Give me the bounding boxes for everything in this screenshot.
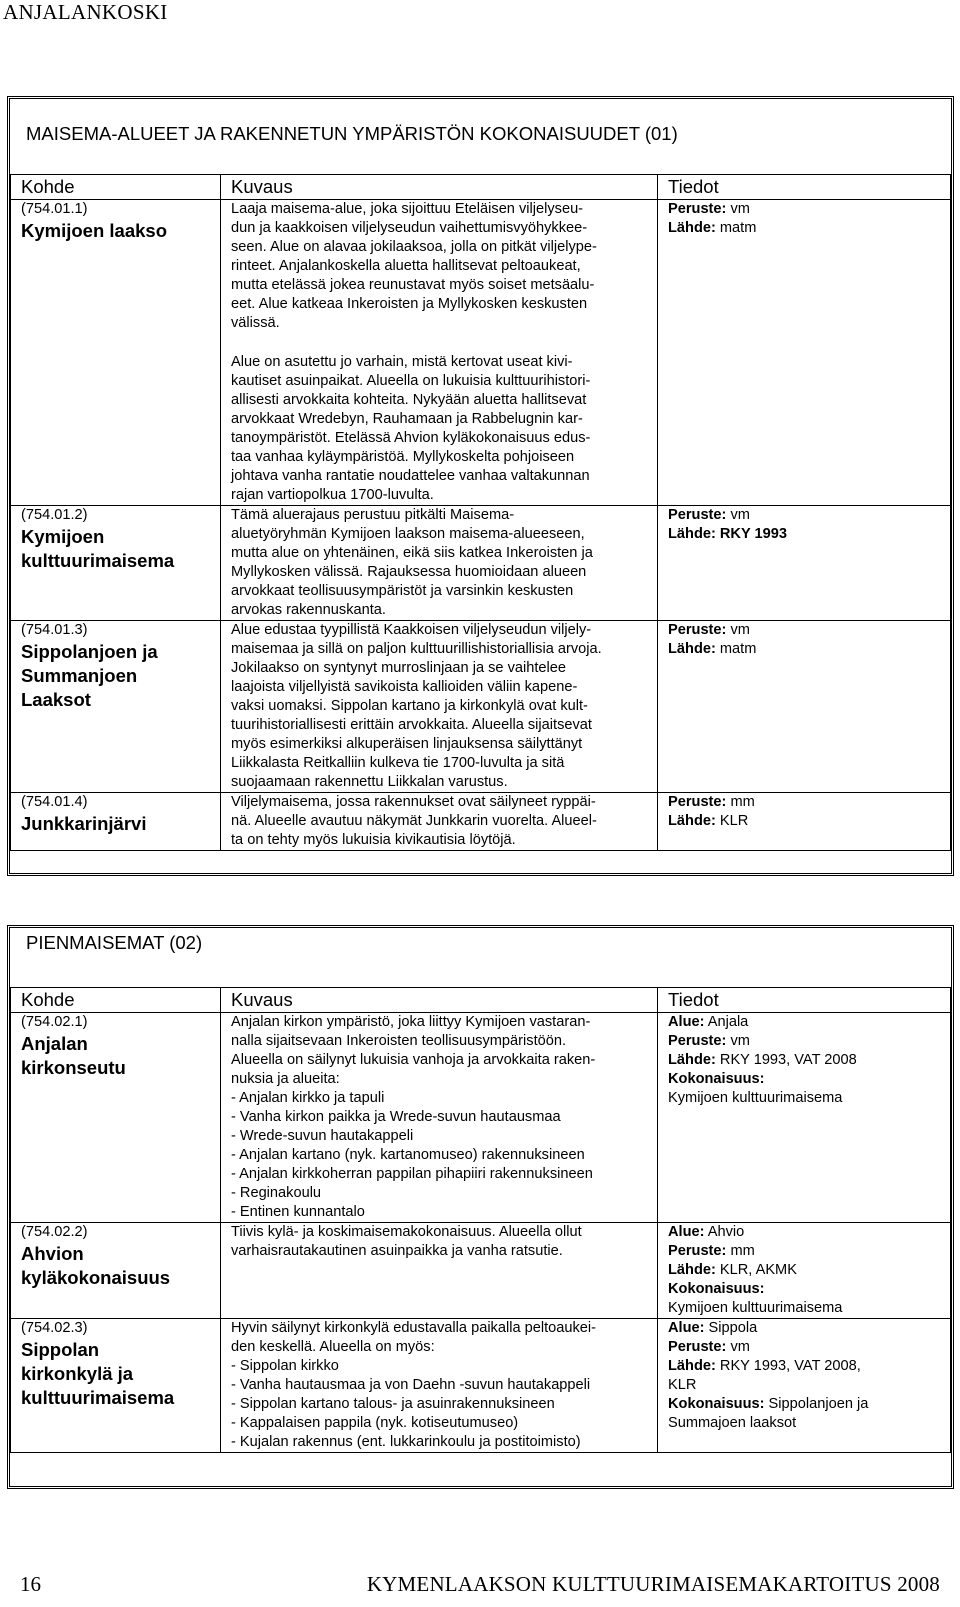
- tiedot-cell: [658, 1013, 951, 1223]
- table-row: [11, 200, 951, 506]
- description-line: Tiivis kylä- ja koskimaisemakokonaisuus. Alueella ollut: [231, 1224, 582, 1240]
- kohde-name: Sippolan: [21, 1339, 100, 1360]
- info-label: Lähde:: [668, 220, 716, 236]
- tiedot-cell: [658, 1223, 951, 1319]
- description-line: Alue edustaa tyypillistä Kaakkoisen viljelyseudun viljely-: [231, 622, 592, 638]
- table-row: [11, 1223, 951, 1319]
- info-value: RKY 1993, VAT 2008,: [715, 1358, 861, 1374]
- kuvaus-cell: [221, 1013, 658, 1223]
- info-label: Alue:: [668, 1320, 705, 1336]
- kohde-code: (754.01.4): [21, 794, 88, 810]
- description-line: suojaamaan rakennettu Liikkalan varustus.: [231, 774, 508, 790]
- info-line: [668, 1032, 950, 1051]
- info-line: [668, 1376, 950, 1395]
- kohde-code: (754.01.1): [21, 201, 88, 217]
- kohde-code: (754.02.2): [21, 1224, 88, 1240]
- info-label: Peruste:: [668, 622, 727, 638]
- description-line: kautiset asuinpaikat. Alueella on lukuisia kulttuurihistori-: [231, 373, 591, 389]
- kohde-cell: [11, 1319, 221, 1453]
- info-value: Anjala: [704, 1014, 749, 1030]
- description-line: myös esimerkiksi alkuperäisen linjauksensa säilyttänyt: [231, 736, 583, 752]
- description-line: - Wrede-suvun hautakappeli: [231, 1128, 414, 1144]
- info-value: mm: [726, 1243, 755, 1259]
- description-line: Alueella on säilynyt lukuisia vanhoja ja arvokkaita raken-: [231, 1052, 596, 1068]
- section2-table: [10, 987, 951, 1453]
- info-line: [668, 1338, 950, 1357]
- info-label: Peruste:: [668, 1243, 727, 1259]
- info-label: Lähde:: [668, 813, 716, 829]
- info-line: [668, 812, 950, 831]
- info-line: [668, 506, 950, 525]
- kohde-name: Sippolanjoen ja: [21, 641, 158, 662]
- description-line: Laaja maisema-alue, joka sijoittuu Eteläisen viljelyseu-: [231, 201, 584, 217]
- info-value: KLR, AKMK: [715, 1262, 797, 1278]
- section-pienmaisemat: [7, 925, 954, 1489]
- description-line: - Sippolan kartano talous- ja asuinrakennuksineen: [231, 1396, 555, 1412]
- description-line: eet. Alue katkeaa Inkeroisten ja Myllykosken keskusten: [231, 296, 588, 312]
- description-line: - Sippolan kirkko: [231, 1358, 339, 1374]
- info-line: [668, 219, 950, 238]
- kohde-code: (754.01.2): [21, 507, 88, 523]
- kohde-cell: [11, 1013, 221, 1223]
- info-value: vm: [726, 622, 750, 638]
- info-label: Peruste:: [668, 1033, 727, 1049]
- table-row: [11, 621, 951, 793]
- description-line: nä. Alueelle avautuu näkymät Junkkarin vuorelta. Alueel-: [231, 813, 597, 829]
- description-line: välissä.: [231, 315, 280, 331]
- info-line: [668, 793, 950, 812]
- kuvaus-cell: [221, 1319, 658, 1453]
- info-label: Lähde:: [668, 641, 716, 657]
- kohde-name: Summanjoen: [21, 665, 138, 686]
- kohde-code: (754.01.3): [21, 622, 88, 638]
- description-line: - Reginakoulu: [231, 1185, 322, 1201]
- column-header-kohde: Kohde: [11, 175, 221, 200]
- description-line: aluetyöryhmän Kymijoen laakson maisema-alueeseen,: [231, 526, 585, 542]
- info-line: [668, 1261, 950, 1280]
- info-line: [668, 1242, 950, 1261]
- description-line: - Vanha hautausmaa ja von Daehn -suvun hautakappeli: [231, 1377, 591, 1393]
- kohde-name: Laaksot: [21, 689, 91, 710]
- table-row: [11, 793, 951, 851]
- description-line: den keskellä. Alueella on myös:: [231, 1339, 435, 1355]
- info-value: vm: [726, 1339, 750, 1355]
- info-line: [668, 1089, 950, 1108]
- page-header: ANJALANKOSKI: [3, 0, 168, 24]
- description-line: arvokkaat teollisuusympäristöt ja varsinkin keskusten: [231, 583, 574, 599]
- kohde-name: kulttuurimaisema: [21, 1387, 175, 1408]
- description-line: tuurihistoriallisesti erittäin arvokkaita. Alueella sijaitsevat: [231, 717, 592, 733]
- info-value: matm: [715, 220, 757, 236]
- description-line: maisemaa ja sillä on paljon kulttuurillishistoriallisia arvoja.: [231, 641, 602, 657]
- info-label: Peruste:: [668, 1339, 727, 1355]
- info-line: [668, 1223, 950, 1242]
- kohde-name: kyläkokonaisuus: [21, 1267, 171, 1288]
- kuvaus-cell: [221, 621, 658, 793]
- description-line: mutta alue on yhtenäinen, eikä siis katkea Inkeroisten ja: [231, 545, 593, 561]
- info-value: RKY 1993, VAT 2008: [715, 1052, 857, 1068]
- description-line: taa vanhaa kyläympäristöä. Myllykoskelta pohjoiseen: [231, 449, 575, 465]
- description-line: vaksi uomaksi. Sippolan kartano ja kirkonkylä ovat kult-: [231, 698, 588, 714]
- description-line: Liikkalasta Reitkalliin kulkeva tie 1700-luvulta ja sitä: [231, 755, 565, 771]
- table-row: [11, 506, 951, 621]
- description-line: nalla sijaitsevaan Inkeroisten teollisuusympäristöön.: [231, 1033, 567, 1049]
- info-value: KLR: [715, 813, 749, 829]
- info-label: Lähde:: [668, 1052, 716, 1068]
- info-line: [668, 200, 950, 219]
- kohde-cell: [11, 621, 221, 793]
- info-value: matm: [715, 641, 757, 657]
- info-label: Peruste:: [668, 201, 727, 217]
- description-line: - Vanha kirkon paikka ja Wrede-suvun hautausmaa: [231, 1109, 561, 1125]
- info-label: Alue:: [668, 1014, 705, 1030]
- table-header-row: [11, 988, 951, 1013]
- info-line: [668, 1357, 950, 1376]
- description-line: Jokilaakso on syntynyt murroslinjaan ja se vaihtelee: [231, 660, 567, 676]
- description-line: laajoista viljellyistä savikoista kallioiden väliin kapene-: [231, 679, 578, 695]
- description-line: rinteet. Anjalankoskella aluetta hallitsevat peltoaukeat,: [231, 258, 581, 274]
- info-value: Sippola: [704, 1320, 758, 1336]
- info-line: [668, 1395, 950, 1414]
- info-value: vm: [726, 201, 750, 217]
- kohde-name: Kymijoen laakso: [21, 220, 168, 241]
- info-value: vm: [726, 507, 750, 523]
- info-label: Lähde:: [668, 1358, 716, 1374]
- info-line: [668, 1013, 950, 1032]
- section-maisema-alueet: [7, 96, 954, 876]
- description-line: Tämä aluerajaus perustuu pitkälti Maisema-: [231, 507, 515, 523]
- description-line: dun ja kaakkoisen viljelyseudun vaihettumisvyöhykkee-: [231, 220, 588, 236]
- kohde-cell: [11, 506, 221, 621]
- tiedot-cell: [658, 200, 951, 506]
- column-header-tiedot: Tiedot: [658, 175, 951, 200]
- info-line: [668, 640, 950, 659]
- kuvaus-cell: [221, 506, 658, 621]
- description-line: tanoympäristöt. Etelässä Ahvion kyläkokonaisuus edus-: [231, 430, 591, 446]
- kuvaus-cell: [221, 200, 658, 506]
- kohde-name: Anjalan: [21, 1033, 88, 1054]
- info-label: Lähde: RKY 1993: [668, 526, 787, 542]
- description-line: Viljelymaisema, jossa rakennukset ovat säilyneet ryppäi-: [231, 794, 596, 810]
- description-line: varhaisrautakautinen asuinpaikka ja vanha ratsutie.: [231, 1243, 563, 1259]
- kohde-code: (754.02.3): [21, 1320, 88, 1336]
- description-line: mutta etelässä jokea reunustavat myös soiset metsäalu-: [231, 277, 595, 293]
- description-line: seen. Alue on alavaa jokilaaksoa, jolla on pitkät viljelype-: [231, 239, 597, 255]
- kohde-name: Ahvion: [21, 1243, 84, 1264]
- publication-title: KYMENLAAKSON KULTTUURIMAISEMAKARTOITUS 2008: [366, 1572, 940, 1596]
- info-value: mm: [726, 794, 755, 810]
- column-header-kuvaus: Kuvaus: [221, 988, 658, 1013]
- info-value: vm: [726, 1033, 750, 1049]
- info-value: Sippolanjoen ja: [764, 1396, 869, 1412]
- kohde-name: kirkonseutu: [21, 1057, 126, 1078]
- description-line: johtava vanha rantatie noudattelee vanhaa valtakunnan: [231, 468, 590, 484]
- section1-table: [10, 174, 951, 851]
- kohde-cell: [11, 1223, 221, 1319]
- description-line: arvokkaat Wredebyn, Rauhamaan ja Rabbelugnin kar-: [231, 411, 583, 427]
- section-title: MAISEMA-ALUEET JA RAKENNETUN YMPÄRISTÖN KOKONAISUUDET (01): [26, 123, 678, 144]
- description-line: Hyvin säilynyt kirkonkylä edustavalla paikalla peltoaukei-: [231, 1320, 597, 1336]
- info-line: [668, 1414, 950, 1433]
- description-line: Myllykosken välissä. Rajauksessa huomioidaan alueen: [231, 564, 587, 580]
- description-line: - Anjalan kartano (nyk. kartanomuseo) rakennuksineen: [231, 1147, 585, 1163]
- paragraph-gap: [231, 333, 651, 353]
- kohde-code: (754.02.1): [21, 1014, 88, 1030]
- info-label: Peruste:: [668, 794, 727, 810]
- info-value: KLR: [668, 1377, 697, 1393]
- tiedot-cell: [658, 506, 951, 621]
- kohde-name: Junkkarinjärvi: [21, 813, 147, 834]
- info-label: Kokonaisuus:: [668, 1071, 765, 1087]
- column-header-tiedot: Tiedot: [658, 988, 951, 1013]
- kuvaus-cell: [221, 1223, 658, 1319]
- description-line: Anjalan kirkon ympäristö, joka liittyy Kymijoen vastaran-: [231, 1014, 591, 1030]
- info-label: Peruste:: [668, 507, 727, 523]
- info-label: Kokonaisuus:: [668, 1396, 765, 1412]
- description-line: - Entinen kunnantalo: [231, 1204, 365, 1220]
- description-line: nuksia ja alueita:: [231, 1071, 340, 1087]
- kohde-name: kirkonkylä ja: [21, 1363, 134, 1384]
- page-number: 16: [20, 1572, 41, 1596]
- description-line: - Anjalan kirkkoherran pappilan pihapiiri rakennuksineen: [231, 1166, 593, 1182]
- description-line: - Anjalan kirkko ja tapuli: [231, 1090, 385, 1106]
- kohde-name: kulttuurimaisema: [21, 550, 175, 571]
- tiedot-cell: [658, 793, 951, 851]
- tiedot-cell: [658, 621, 951, 793]
- section-title: PIENMAISEMAT (02): [26, 932, 203, 953]
- kuvaus-cell: [221, 793, 658, 851]
- info-label: Lähde:: [668, 1262, 716, 1278]
- info-line: [668, 1051, 950, 1070]
- info-value: Ahvio: [704, 1224, 745, 1240]
- tiedot-cell: [658, 1319, 951, 1453]
- info-value: Kymijoen kulttuurimaisema: [668, 1090, 843, 1106]
- description-line: arvokas rakennuskanta.: [231, 602, 386, 618]
- info-line: [668, 1299, 950, 1318]
- info-line: [668, 1319, 950, 1338]
- info-line: [668, 1280, 950, 1299]
- info-line: [668, 525, 950, 544]
- kohde-cell: [11, 200, 221, 506]
- table-row: [11, 1013, 951, 1223]
- description-line: allisesti arvokkaita kohteita. Nykyään aluetta hallitsevat: [231, 392, 587, 408]
- description-line: - Kujalan rakennus (ent. lukkarinkoulu ja postitoimisto): [231, 1434, 581, 1450]
- info-value: Kymijoen kulttuurimaisema: [668, 1300, 843, 1316]
- description-line: Alue on asutettu jo varhain, mistä kertovat useat kivi-: [231, 354, 573, 370]
- column-header-kohde: Kohde: [11, 988, 221, 1013]
- info-label: Alue:: [668, 1224, 705, 1240]
- info-label: Kokonaisuus:: [668, 1281, 765, 1297]
- column-header-kuvaus: Kuvaus: [221, 175, 658, 200]
- table-row: [11, 1319, 951, 1453]
- kohde-cell: [11, 793, 221, 851]
- description-line: rajan vartiopolkua 1700-luvulta.: [231, 487, 434, 503]
- table-header-row: [11, 175, 951, 200]
- kohde-name: Kymijoen: [21, 526, 105, 547]
- info-value: Summajoen laaksot: [668, 1415, 797, 1431]
- description-line: - Kappalaisen pappila (nyk. kotiseutumuseo): [231, 1415, 519, 1431]
- description-line: ta on tehty myös lukuisia kivikautisia löytöjä.: [231, 832, 516, 848]
- info-line: [668, 621, 950, 640]
- info-line: [668, 1070, 950, 1089]
